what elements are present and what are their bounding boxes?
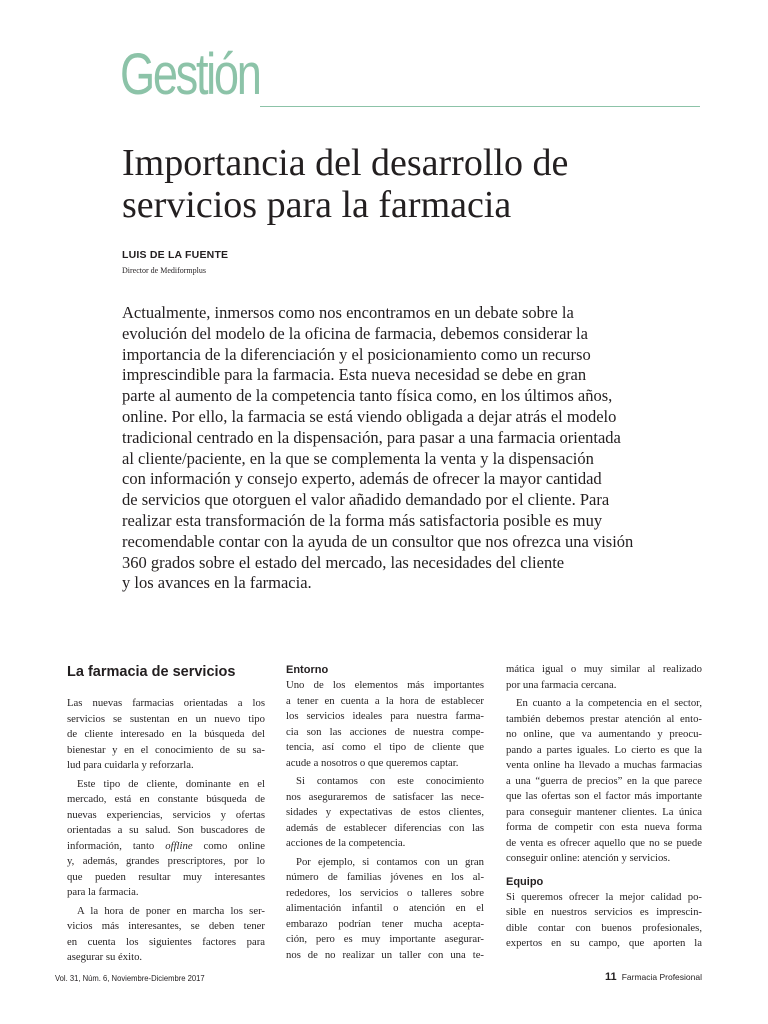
body-line: acciones de la competencia. bbox=[286, 837, 406, 849]
body-line: parte al aumento de la competencia tanto física como, en los últimos años, bbox=[122, 386, 613, 406]
body-line: En cuanto a la competencia en el sector, bbox=[516, 697, 702, 709]
body-line: número de familias jóvenes en los al- bbox=[286, 871, 484, 883]
body-line: sidades y expectativas de estos clientes, bbox=[286, 806, 484, 818]
column-3 bbox=[506, 662, 702, 952]
column-3-paragraph-2 bbox=[506, 696, 702, 867]
body-line: nuevas experiencias, servicios y ofertas bbox=[67, 808, 265, 821]
column-2-paragraph-3 bbox=[286, 855, 484, 964]
body-line: bienestar y en el conocimiento de su sa- bbox=[67, 743, 265, 756]
body-line: a una “guerra de precios” en la que parece bbox=[506, 774, 702, 787]
page-number: 11 bbox=[605, 971, 617, 983]
body-line: tradicional centrado en la dispensación, para pasar a una farmacia orientada bbox=[122, 427, 621, 447]
body-line: orientadas a su salud. Son buscadores de bbox=[67, 824, 265, 836]
body-line: Uno de los elementos más importantes bbox=[286, 679, 484, 691]
column-2-paragraph-2 bbox=[286, 774, 484, 852]
body-line: de cliente interesado en la búsqueda del bbox=[67, 728, 265, 740]
body-line: vicios más interesantes, se deben tener bbox=[67, 920, 265, 932]
body-line: alimentación infantil o atención en el bbox=[286, 902, 484, 914]
article-title-line-2: servicios para la farmacia bbox=[122, 184, 512, 226]
body-line: realizar esta transformación de la forma más satisfactoria posible es muy bbox=[122, 510, 603, 530]
body-line: conseguir online: atención y servicios. bbox=[506, 852, 671, 864]
body-line: al cliente/paciente, en la que se complementa la venta y la dispensación bbox=[122, 448, 594, 468]
body-line: ción, pero es muy importante asegurar- bbox=[286, 933, 484, 945]
body-line: recomendable contar con la ayuda de un consultor que nos ofrezca una visión bbox=[122, 531, 634, 551]
body-line: mática igual o muy similar al realizado bbox=[506, 663, 702, 675]
body-line: nos de no realizar un taller con una te- bbox=[286, 948, 484, 961]
body-line: acude a nosotros o que queremos captar. bbox=[286, 756, 459, 769]
body-line: evolución del modelo de la oficina de farmacia, debemos considerar la bbox=[122, 323, 588, 343]
lead-paragraph bbox=[122, 303, 712, 594]
body-line: dible contar con buenos profesionales, bbox=[506, 921, 702, 934]
body-line: pando a partes iguales. Lo cierto es que la bbox=[506, 743, 702, 756]
column-3-paragraph-3 bbox=[506, 890, 702, 952]
column-3-heading: Equipo bbox=[506, 875, 544, 888]
body-line: Por ejemplo, si contamos con un gran bbox=[296, 855, 484, 868]
body-line: de venta es ofrecer aquello que no se puede bbox=[506, 836, 702, 849]
section-rule bbox=[260, 106, 700, 107]
body-line: rededores, los servicios o talleres sobre bbox=[286, 886, 484, 899]
section-header bbox=[120, 40, 700, 112]
body-line: con información y consejo experto, además de ofrecer la mayor cantidad bbox=[122, 469, 602, 489]
footer-publication bbox=[605, 971, 702, 983]
body-line: cia son las acciones de nuestra compe- bbox=[286, 725, 484, 738]
body-line: a tener en cuenta a la hora de establecer bbox=[286, 694, 484, 707]
body-line: que pueden resultar muy interesantes bbox=[67, 870, 265, 883]
body-line: lud para cuidarla y reforzarla. bbox=[67, 759, 194, 771]
body-line: nos aseguraremos de satisfacer las nece- bbox=[286, 790, 484, 803]
body-line: Actualmente, inmersos como nos encontramos en un debate sobre la bbox=[122, 303, 574, 322]
body-line: los servicios ideales para nuestra farma- bbox=[286, 710, 484, 722]
body-line: Si queremos ofrecer la mejor calidad po- bbox=[506, 890, 702, 903]
section-title: Gestión bbox=[120, 42, 260, 107]
body-line: que las ofertas son el factor más importante bbox=[506, 790, 702, 802]
column-1-paragraph-2 bbox=[67, 777, 265, 839]
body-line: Si contamos con este conocimiento bbox=[296, 775, 484, 787]
article-title bbox=[122, 142, 712, 226]
column-1 bbox=[67, 662, 265, 966]
body-line: forma de competir con esta nueva forma bbox=[506, 821, 702, 833]
body-line: venta online ha llevado a muchas farmacias bbox=[506, 759, 702, 771]
column-3-paragraph-1 bbox=[506, 662, 702, 693]
footer-issue: Vol. 31, Núm. 6, Noviembre-Diciembre 2017 bbox=[55, 973, 205, 983]
body-line: imprescindible para la farmacia. Esta nueva necesidad se debe en gran bbox=[122, 365, 587, 385]
body-line: servicios se sustentan en un nuevo tipo bbox=[67, 712, 265, 725]
body-line: para conseguir mantener clientes. La única bbox=[506, 805, 702, 818]
column-1-heading: La farmacia de servicios bbox=[67, 664, 236, 680]
body-line: embarazo podrían tener mucha acepta- bbox=[286, 917, 484, 930]
body-line: de servicios que otorguen el valor añadido demandado por el cliente. Para bbox=[122, 490, 610, 510]
body-line: 360 grados sobre el estado del mercado, las necesidades del cliente bbox=[122, 552, 565, 572]
body-line: por una farmacia cercana. bbox=[506, 678, 617, 691]
body-line: y, además, grandes prescriptores, por lo bbox=[67, 855, 265, 867]
body-line: en cuenta los siguientes factores para bbox=[67, 935, 265, 948]
column-1-paragraph-3 bbox=[67, 904, 265, 966]
body-line: online. Por ello, la farmacia se está viendo obligada a dejar atrás el modelo bbox=[122, 406, 617, 426]
article-title-line-1: Importancia del desarrollo de bbox=[122, 142, 569, 184]
column-2 bbox=[286, 662, 484, 963]
body-line: importancia de la diferenciación y el posicionamiento como un recurso bbox=[122, 344, 591, 364]
column-1-paragraph-1 bbox=[67, 696, 265, 774]
column-2-paragraph-1 bbox=[286, 678, 484, 771]
column-2-heading: Entorno bbox=[286, 664, 329, 676]
body-line: A la hora de poner en marcha los ser- bbox=[77, 904, 265, 917]
body-line: información, tanto offline como online bbox=[67, 839, 265, 852]
body-line: para la farmacia. bbox=[67, 886, 139, 898]
column-1-paragraph-2-cont bbox=[67, 854, 265, 901]
author-name: LUIS DE LA FUENTE bbox=[122, 249, 229, 261]
body-line: asegurar su éxito. bbox=[67, 951, 143, 963]
body-line: Las nuevas farmacias orientadas a los bbox=[67, 697, 265, 709]
author-role: Director de Mediformplus bbox=[122, 266, 206, 275]
body-line: tencia, así como el tipo de cliente que bbox=[286, 741, 484, 753]
body-line: sible en nuestros servicios es imprescin- bbox=[506, 906, 702, 918]
body-line: expertos en su campo, que aporten la bbox=[506, 937, 702, 949]
body-line: mercado, está en constante búsqueda de bbox=[67, 793, 265, 805]
body-line: además de establecer diferencias con las bbox=[286, 821, 484, 834]
body-line: también debemos prestar atención al ento- bbox=[506, 712, 702, 725]
body-line: Este tipo de cliente, dominante en el bbox=[77, 777, 265, 790]
publication-name: Farmacia Profesional bbox=[621, 972, 702, 982]
body-line: y los avances en la farmacia. bbox=[122, 573, 312, 593]
body-line: no online, que va aumentando y preocu- bbox=[506, 728, 702, 740]
